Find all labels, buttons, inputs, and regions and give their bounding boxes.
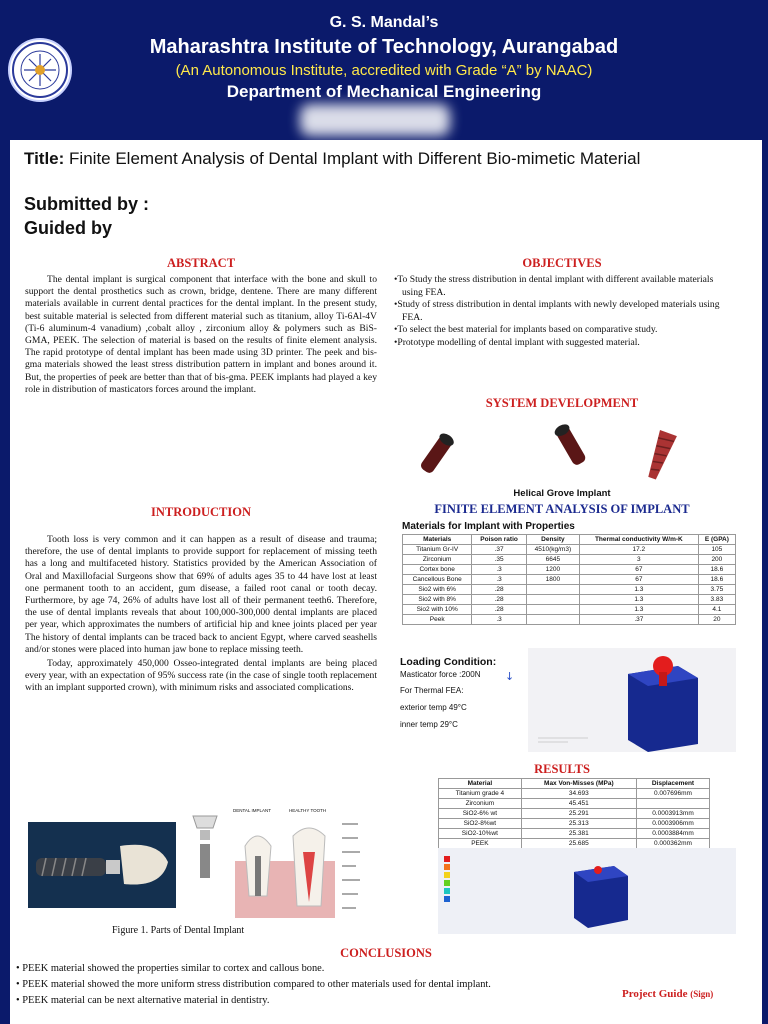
introduction-p2: Today, approximately 450,000 Osseo-integrated dental implants are being placed every year, with an expectation of 95% success rate (in the case of single tooth replacement with an implant supported crown), with minimum risks and associated complications.: [25, 658, 377, 694]
objectives-heading: OBJECTIVES: [522, 256, 602, 270]
table-header: Thermal conductivity W/m-K: [579, 535, 698, 545]
results-table: [438, 778, 710, 849]
table-header: Max Von-Misses (MPa): [521, 779, 636, 789]
table-row: [439, 789, 710, 799]
table-header: Materials: [403, 535, 472, 545]
materials-table: [402, 534, 736, 625]
table-row: [403, 595, 736, 605]
table-cell: SiO2-10%wt: [439, 829, 522, 839]
conclusions-heading: CONCLUSIONS: [340, 946, 432, 960]
table-cell: 0.0003906mm: [636, 819, 709, 829]
implant-models: [420, 424, 710, 484]
objectives-list: [392, 274, 732, 350]
list-item: • Prototype modelling of dental implant with suggested material.: [392, 337, 732, 350]
table-cell: 1.3: [579, 585, 698, 595]
table-cell: 200: [698, 555, 735, 565]
table-cell: 4510(kg/m3): [526, 545, 579, 555]
table-cell: Sio2 with 6%: [403, 585, 472, 595]
abstract-text: The dental implant is surgical component that interface with the bone and skull to support the dental prosthetics such as crown, bridge, dentene. There are many different materials available in current dental practices for the dental implant. In the present study, best suitable material is selected from different material such as titanium, alloy Ti-6Al-4V (Ti-6 aluminum-4 vanadium) ,cobalt alloy , zirconium alloy & polymers such as BiS-GMA, PEEK. The selection of material is based on the results of finite element analysis. The rapid prototype of dental implant has been made using 3D printer. The peek and bis-gma materials showed the least stress distribution pattern in implant and bones around it. But, the properties of peek are better than that of bis-gma. PEEK implants had played a key role in distribution of masticators forces around the implant.: [25, 274, 377, 395]
table-cell: 34.693: [521, 789, 636, 799]
table-cell: 3.75: [698, 585, 735, 595]
list-item: • To Study the stress distribution in dental implant with different available materials using FEA.: [392, 274, 732, 299]
fea-loading-model: [528, 648, 736, 752]
table-header: Material: [439, 779, 522, 789]
table-row: [439, 819, 710, 829]
table-cell: 1.3: [579, 605, 698, 615]
materials-table-title: Materials for Implant with Properties: [402, 521, 575, 532]
table-cell: Zirconium: [403, 555, 472, 565]
table-cell: 17.2: [579, 545, 698, 555]
table-cell: .37: [579, 615, 698, 625]
masticator-force: Masticator force :200N: [400, 670, 481, 679]
table-cell: Cancellous Bone: [403, 575, 472, 585]
table-cell: [636, 799, 709, 809]
table-cell: PEEK: [439, 839, 522, 849]
table-cell: 4.1: [698, 605, 735, 615]
figure-caption: Figure 1. Parts of Dental Implant: [112, 925, 245, 936]
table-row: [403, 615, 736, 625]
table-cell: 1.3: [579, 595, 698, 605]
table-cell: Sio2 with 10%: [403, 605, 472, 615]
thermal-fea: For Thermal FEA:: [400, 686, 464, 695]
table-cell: Peek: [403, 615, 472, 625]
table-cell: 45.451: [521, 799, 636, 809]
exterior-temp: exterior temp 49°C: [400, 703, 467, 712]
project-guide-label: Project Guide: [622, 988, 688, 1000]
poster-title: [24, 148, 744, 170]
table-cell: [526, 605, 579, 615]
accreditation: (An Autonomous Institute, accredited with Grade “A” by NAAC): [175, 62, 593, 79]
table-cell: [526, 615, 579, 625]
objectives-section: [392, 256, 732, 350]
table-cell: .37: [472, 545, 526, 555]
inner-temp: inner temp 29°C: [400, 720, 458, 729]
table-row: [403, 565, 736, 575]
institute-name: Maharashtra Institute of Technology, Aurangabad: [149, 36, 619, 58]
table-cell: 67: [579, 565, 698, 575]
submitted-by: Submitted by :: [24, 194, 149, 214]
introduction-section: [25, 505, 377, 695]
list-item: • PEEK material showed the more uniform stress distribution compared to other materials used for dental implant.: [16, 977, 762, 993]
table-row: [403, 555, 736, 565]
table-cell: 1200: [526, 565, 579, 575]
table-cell: 20: [698, 615, 735, 625]
table-row: [439, 829, 710, 839]
table-cell: [526, 585, 579, 595]
table-row: [403, 545, 736, 555]
list-item: • PEEK material can be next alternative material in dentistry.: [16, 993, 762, 1009]
list-item: • Study of stress distribution in dental implants with newly developed materials using FEA.: [392, 299, 732, 324]
implant-vs-tooth-diagram: [185, 806, 335, 918]
list-item: • To select the best material for implants based on comparative study.: [392, 324, 732, 337]
table-cell: Titanium Gr-IV: [403, 545, 472, 555]
table-cell: 0.000362mm: [636, 839, 709, 849]
table-cell: [526, 595, 579, 605]
results-heading: RESULTS: [534, 762, 590, 776]
label-dental-implant: DENTAL IMPLANT: [233, 808, 272, 813]
table-cell: 18.6: [698, 575, 735, 585]
figure-annotations: [340, 816, 372, 916]
table-cell: 25.381: [521, 829, 636, 839]
implant-caption: Helical Grove Implant: [513, 488, 611, 499]
table-cell: 25.685: [521, 839, 636, 849]
guided-by: Guided by: [24, 218, 113, 238]
system-development-heading: SYSTEM DEVELOPMENT: [485, 396, 639, 410]
table-cell: .3: [472, 565, 526, 575]
conclusions-list: [10, 961, 762, 1009]
table-row: [403, 605, 736, 615]
table-cell: 0.007696mm: [636, 789, 709, 799]
table-cell: Zirconium: [439, 799, 522, 809]
table-cell: 3.83: [698, 595, 735, 605]
table-header: Displacement: [636, 779, 709, 789]
implant-photo: [28, 822, 176, 908]
table-cell: 25.313: [521, 819, 636, 829]
loading-condition-title: Loading Condition:: [400, 656, 497, 668]
fea-heading: FINITE ELEMENT ANALYSIS OF IMPLANT: [434, 502, 690, 516]
project-guide-sign: [622, 988, 713, 1000]
table-cell: 3: [579, 555, 698, 565]
system-development-section: [392, 396, 732, 411]
introduction-heading: INTRODUCTION: [150, 505, 251, 519]
redacted-name: [300, 104, 450, 136]
table-row: [439, 839, 710, 849]
fea-section: [392, 502, 732, 517]
table-header: E (GPA): [698, 535, 735, 545]
table-row: [439, 809, 710, 819]
table-cell: .35: [472, 555, 526, 565]
org-name: G. S. Mandal’s: [329, 14, 439, 31]
table-cell: 1800: [526, 575, 579, 585]
table-cell: SiO2-8%wt: [439, 819, 522, 829]
table-row: [403, 575, 736, 585]
title-text: Finite Element Analysis of Dental Implant with Different Bio-mimetic Material: [69, 149, 641, 168]
table-cell: 0.0003884mm: [636, 829, 709, 839]
table-cell: .3: [472, 575, 526, 585]
table-cell: Titanium grade 4: [439, 789, 522, 799]
table-header: Density: [526, 535, 579, 545]
table-row: [403, 585, 736, 595]
table-cell: 18.6: [698, 565, 735, 575]
table-cell: .28: [472, 605, 526, 615]
abstract-section: [25, 256, 377, 396]
results-section: [392, 762, 732, 777]
table-cell: Sio2 with 8%: [403, 595, 472, 605]
table-cell: SiO2-6% wt: [439, 809, 522, 819]
title-label: Title:: [24, 149, 65, 168]
label-healthy-tooth: HEALTHY TOOTH: [289, 808, 327, 813]
table-cell: Cortex bone: [403, 565, 472, 575]
poster-header: [0, 0, 768, 138]
table-cell: 105: [698, 545, 735, 555]
table-cell: 0.0003913mm: [636, 809, 709, 819]
down-arrow-icon: ↓: [505, 670, 515, 683]
table-cell: 6645: [526, 555, 579, 565]
department-name: Department of Mechanical Engineering: [226, 82, 542, 101]
list-item: • PEEK material showed the properties similar to cortex and callous bone.: [16, 961, 762, 977]
abstract-heading: ABSTRACT: [166, 256, 236, 270]
results-stress-plot: [438, 848, 736, 934]
introduction-p1: Tooth loss is very common and it can happen as a result of disease and trauma; therefore, the use of dental implants to provide support for replacement of missing teeth has a long and multifaceted history. Statistics provided by the American Association of Oral and Maxillofacial Surgeons show that 69% of adults ages 35 to 44 have lost at least one permanent tooth to an accident, gum disease, a failed root canal or tooth decay. Furthermore, by age 74, 26% of adults have lost all of their permanent teeth6. Therefore, the use of dental implants reveals that about 100,000-300,000 dental implants are placed per year, which approximates the numbers of artificial hip and knee joints placed per year The history of dental implants can be traced back to ancient Egypt, where carved seashells and/or stones were placed into human jaw bone to replace missing teeth.: [25, 534, 377, 655]
table-cell: 67: [579, 575, 698, 585]
table-cell: 25.291: [521, 809, 636, 819]
table-row: [439, 799, 710, 809]
sign-label: (Sign): [690, 989, 714, 999]
table-cell: .28: [472, 595, 526, 605]
table-cell: .3: [472, 615, 526, 625]
table-header: Poison ratio: [472, 535, 526, 545]
table-cell: .28: [472, 585, 526, 595]
